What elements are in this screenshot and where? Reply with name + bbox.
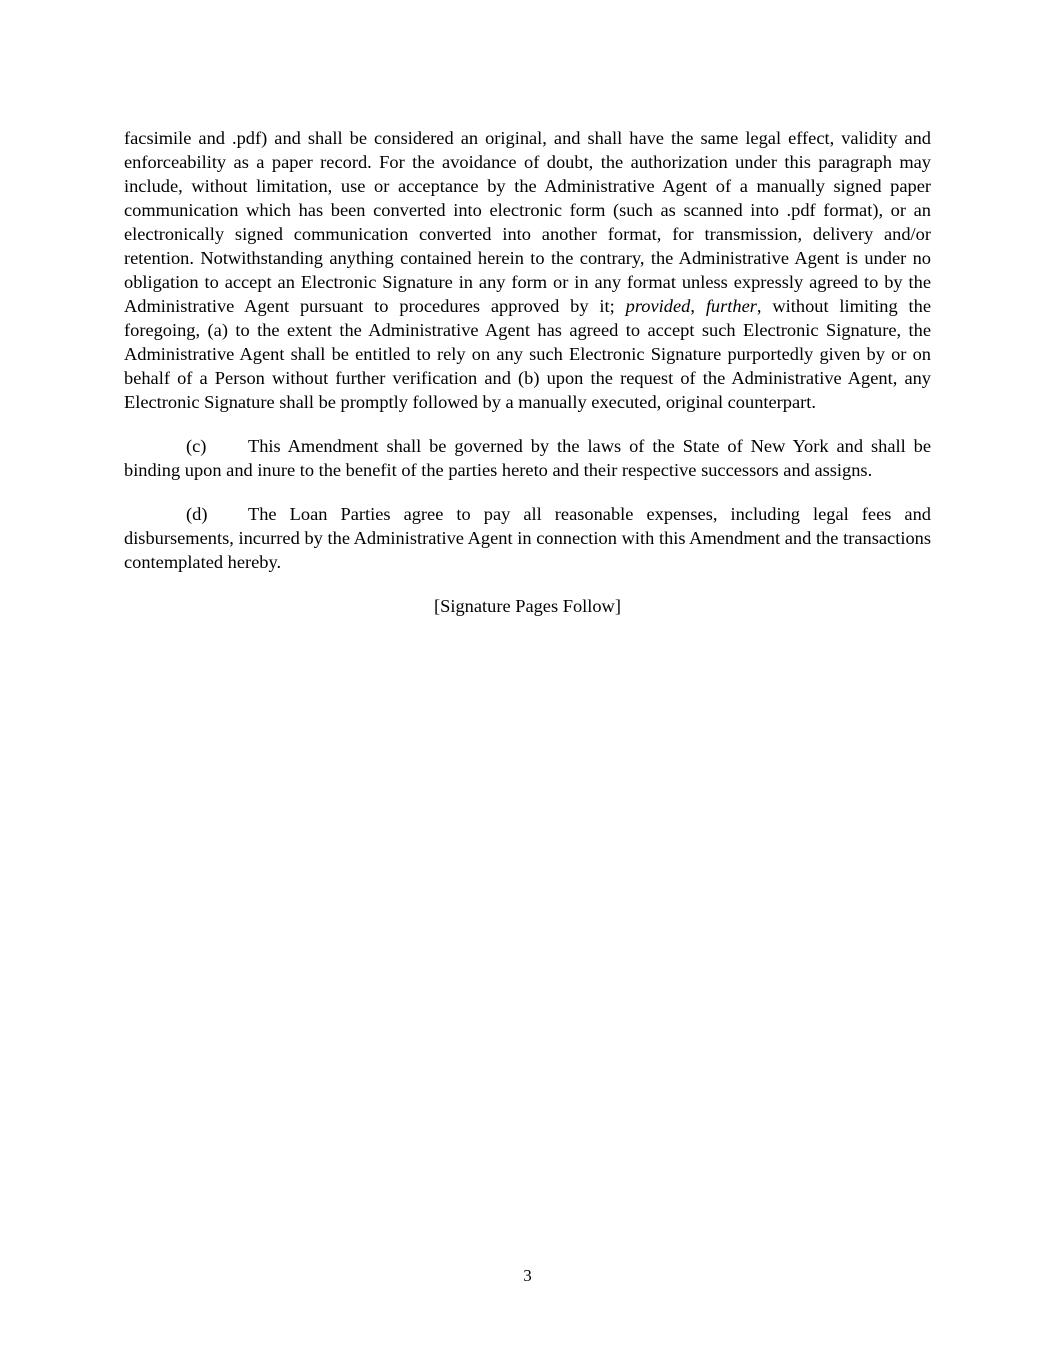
paragraph-d-text: The Loan Parties agree to pay all reasonable expenses, including legal fees and disbursements, incurred by the Administrative Agent in connection with this Amendment and the transactions contemplated hereby.: [124, 504, 931, 572]
separator-text: ,: [690, 296, 706, 316]
paragraph-text-end: , without limiting the foregoing, (a) to the extent the Administrative Agent has agreed to accept such Electronic Signature, the Administrative Agent shall be entitled to rely on any such Electronic Signature purportedly given by or on behalf of a Person without further verification and (b) upon the request of the Administrative Agent, any Electronic Signature shall be promptly followed by a manually executed, original counterpart.: [124, 296, 932, 412]
page-number: 3: [523, 1266, 532, 1285]
paragraph-d: [124, 502, 931, 574]
signature-pages-note: [Signature Pages Follow]: [434, 596, 621, 616]
italic-term-further: further: [705, 296, 757, 316]
paragraph-c: [124, 434, 931, 482]
paragraph-text: facsimile and .pdf) and shall be considered an original, and shall have the same legal effect, validity and enforceability as a paper record. For the avoidance of doubt, the authorization under this paragraph may include, without limitation, use or acceptance by the Administrative Agent of a manually signed paper communication which has been converted into electronic form (such as scanned into .pdf format), or an electronically signed communication converted into another format, for transmission, delivery and/or retention. Notwithstanding anything contained herein to the contrary, the Administrative Agent is under no obligation to accept an Electronic Signature in any form or in any format unless expressly agreed to by the Administrative Agent pursuant to procedures approved by it;: [124, 128, 931, 316]
italic-term-provided: provided: [625, 296, 691, 316]
document-body: [124, 126, 931, 618]
paragraph-c-label: (c): [186, 436, 207, 456]
paragraph-continuation: [124, 126, 931, 414]
paragraph-d-label: (d): [186, 504, 208, 524]
paragraph-c-text: This Amendment shall be governed by the laws of the State of New York and shall be binding upon and inure to the benefit of the parties hereto and their respective successors and assigns.: [124, 436, 931, 480]
